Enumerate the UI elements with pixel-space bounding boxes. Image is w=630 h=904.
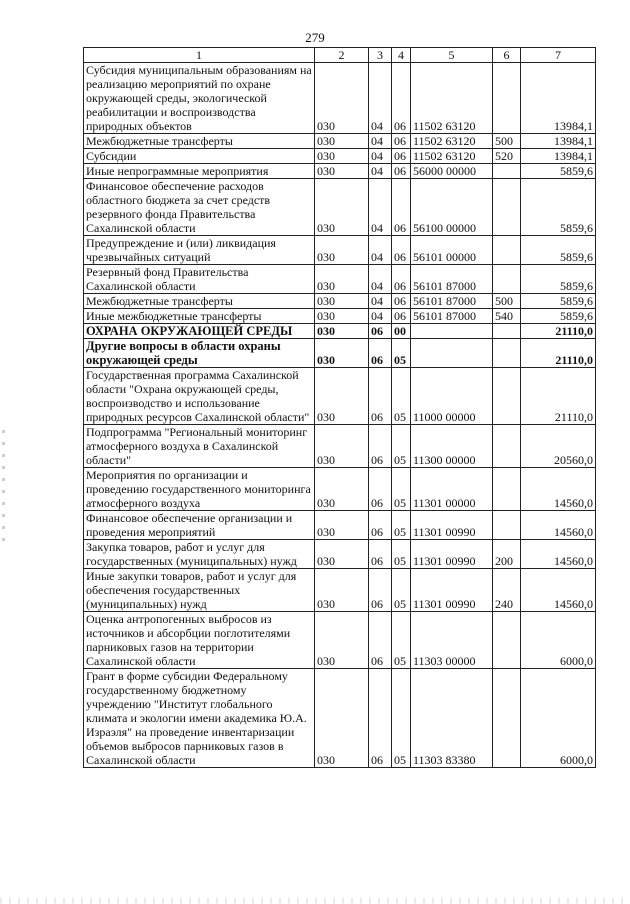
row-code-expense <box>493 164 521 179</box>
row-name: Межбюджетные трансферты <box>84 134 315 149</box>
row-code-target: 56101 87000 <box>411 265 493 294</box>
table-row <box>84 236 596 265</box>
row-code-subsection: 05 <box>392 511 411 540</box>
table-row <box>84 468 596 511</box>
column-header: 5 <box>411 48 493 63</box>
row-code-expense <box>493 511 521 540</box>
row-code-expense: 500 <box>493 134 521 149</box>
row-code-expense: 500 <box>493 294 521 309</box>
row-code-ministry: 030 <box>315 179 369 236</box>
table-row <box>84 511 596 540</box>
table-row <box>84 164 596 179</box>
table-row <box>84 669 596 768</box>
row-code-section: 06 <box>369 612 392 669</box>
row-code-expense <box>493 179 521 236</box>
table-row <box>84 339 596 368</box>
column-header: 3 <box>369 48 392 63</box>
table-row <box>84 134 596 149</box>
row-code-target: 11502 63120 <box>411 134 493 149</box>
row-amount: 5859,6 <box>521 309 596 324</box>
row-name: Субсидия муниципальным образованиям на реализацию мероприятий по охране окружающей среды, экологической реабилитации и воспроизводства природных объектов <box>84 63 315 134</box>
row-amount: 5859,6 <box>521 236 596 265</box>
row-code-expense <box>493 265 521 294</box>
row-name: Закупка товаров, работ и услуг для государственных (муниципальных) нужд <box>84 540 315 569</box>
row-amount: 6000,0 <box>521 669 596 768</box>
row-code-section: 04 <box>369 179 392 236</box>
row-code-ministry: 030 <box>315 164 369 179</box>
row-name: Резервный фонд Правительства Сахалинской области <box>84 265 315 294</box>
row-code-ministry: 030 <box>315 63 369 134</box>
table-row <box>84 569 596 612</box>
row-name: Предупреждение и (или) ликвидация чрезвычайных ситуаций <box>84 236 315 265</box>
row-code-subsection: 05 <box>392 468 411 511</box>
row-code-ministry: 030 <box>315 511 369 540</box>
row-code-target: 11303 83380 <box>411 669 493 768</box>
row-code-section: 04 <box>369 63 392 134</box>
row-amount: 14560,0 <box>521 511 596 540</box>
row-code-section: 04 <box>369 236 392 265</box>
column-header: 2 <box>315 48 369 63</box>
row-amount: 21110,0 <box>521 324 596 339</box>
row-code-section: 06 <box>369 511 392 540</box>
row-code-subsection: 06 <box>392 164 411 179</box>
row-code-expense <box>493 468 521 511</box>
scan-bottom-edge <box>0 898 630 904</box>
row-code-subsection: 05 <box>392 339 411 368</box>
row-code-section: 04 <box>369 149 392 164</box>
table-row <box>84 612 596 669</box>
table-row <box>84 368 596 425</box>
row-name: Субсидии <box>84 149 315 164</box>
row-code-subsection: 06 <box>392 149 411 164</box>
row-name: Государственная программа Сахалинской области "Охрана окружающей среды, воспроизводство и использование природных ресурсов Сахалинской области" <box>84 368 315 425</box>
row-code-expense: 540 <box>493 309 521 324</box>
column-header: 7 <box>521 48 596 63</box>
row-code-section: 06 <box>369 669 392 768</box>
row-code-target: 56100 00000 <box>411 179 493 236</box>
row-code-target: 11301 00990 <box>411 511 493 540</box>
row-code-target: 11000 00000 <box>411 368 493 425</box>
row-code-ministry: 030 <box>315 236 369 265</box>
row-code-expense <box>493 669 521 768</box>
row-code-subsection: 06 <box>392 134 411 149</box>
row-code-target <box>411 339 493 368</box>
row-amount: 21110,0 <box>521 368 596 425</box>
row-code-ministry: 030 <box>315 540 369 569</box>
table-row <box>84 294 596 309</box>
row-code-section: 06 <box>369 324 392 339</box>
row-code-expense <box>493 63 521 134</box>
row-name: Иные межбюджетные трансферты <box>84 309 315 324</box>
row-code-section: 06 <box>369 339 392 368</box>
table-row <box>84 425 596 468</box>
column-header: 4 <box>392 48 411 63</box>
row-code-ministry: 030 <box>315 149 369 164</box>
row-code-section: 06 <box>369 569 392 612</box>
row-code-subsection: 06 <box>392 309 411 324</box>
row-code-ministry: 030 <box>315 309 369 324</box>
row-name: Финансовое обеспечение организации и проведения мероприятий <box>84 511 315 540</box>
row-code-section: 06 <box>369 540 392 569</box>
row-amount: 14560,0 <box>521 569 596 612</box>
row-code-subsection: 05 <box>392 569 411 612</box>
row-code-ministry: 030 <box>315 265 369 294</box>
row-code-ministry: 030 <box>315 339 369 368</box>
row-code-target: 11301 00990 <box>411 569 493 612</box>
row-code-subsection: 05 <box>392 425 411 468</box>
row-name: Финансовое обеспечение расходов областного бюджета за счет средств резервного фонда Правительства Сахалинской области <box>84 179 315 236</box>
row-code-section: 04 <box>369 294 392 309</box>
row-code-target: 11502 63120 <box>411 149 493 164</box>
row-code-ministry: 030 <box>315 569 369 612</box>
row-code-section: 04 <box>369 309 392 324</box>
column-header: 6 <box>493 48 521 63</box>
row-name: Другие вопросы в области охраны окружающей среды <box>84 339 315 368</box>
row-code-section: 06 <box>369 468 392 511</box>
row-amount: 20560,0 <box>521 425 596 468</box>
row-code-target <box>411 324 493 339</box>
row-code-ministry: 030 <box>315 612 369 669</box>
budget-table <box>83 47 596 768</box>
table-row <box>84 324 596 339</box>
row-code-section: 06 <box>369 368 392 425</box>
row-code-subsection: 06 <box>392 236 411 265</box>
table-row <box>84 309 596 324</box>
row-code-expense <box>493 425 521 468</box>
row-amount: 14560,0 <box>521 540 596 569</box>
row-code-expense: 240 <box>493 569 521 612</box>
column-header: 1 <box>84 48 315 63</box>
row-code-expense <box>493 368 521 425</box>
scan-margin-marks <box>2 430 5 550</box>
row-amount: 5859,6 <box>521 179 596 236</box>
row-name: ОХРАНА ОКРУЖАЮЩЕЙ СРЕДЫ <box>84 324 315 339</box>
row-code-expense: 520 <box>493 149 521 164</box>
row-amount: 13984,1 <box>521 149 596 164</box>
row-code-target: 11303 00000 <box>411 612 493 669</box>
row-code-subsection: 05 <box>392 540 411 569</box>
row-amount: 14560,0 <box>521 468 596 511</box>
row-code-target: 11301 00000 <box>411 468 493 511</box>
page-number: 279 <box>305 30 325 45</box>
row-code-target: 56101 87000 <box>411 309 493 324</box>
row-code-target: 56101 00000 <box>411 236 493 265</box>
row-code-subsection: 06 <box>392 294 411 309</box>
row-amount: 6000,0 <box>521 612 596 669</box>
row-code-section: 04 <box>369 265 392 294</box>
row-code-expense: 200 <box>493 540 521 569</box>
row-name: Оценка антропогенных выбросов из источников и абсорбции поглотителями парниковых газов на территории Сахалинской области <box>84 612 315 669</box>
table-row <box>84 265 596 294</box>
row-code-subsection: 06 <box>392 179 411 236</box>
row-code-ministry: 030 <box>315 669 369 768</box>
row-amount: 13984,1 <box>521 63 596 134</box>
row-code-subsection: 05 <box>392 669 411 768</box>
row-code-expense <box>493 324 521 339</box>
row-code-subsection: 06 <box>392 63 411 134</box>
row-code-target: 11301 00990 <box>411 540 493 569</box>
row-code-ministry: 030 <box>315 324 369 339</box>
table-row <box>84 63 596 134</box>
row-code-expense <box>493 339 521 368</box>
row-code-ministry: 030 <box>315 468 369 511</box>
row-code-target: 11502 63120 <box>411 63 493 134</box>
row-code-target: 11300 00000 <box>411 425 493 468</box>
row-code-ministry: 030 <box>315 294 369 309</box>
row-code-expense <box>493 236 521 265</box>
row-name: Иные закупки товаров, работ и услуг для обеспечения государственных (муниципальных) нужд <box>84 569 315 612</box>
row-amount: 21110,0 <box>521 339 596 368</box>
row-code-expense <box>493 612 521 669</box>
row-code-section: 04 <box>369 134 392 149</box>
table-row <box>84 540 596 569</box>
row-code-ministry: 030 <box>315 134 369 149</box>
row-code-ministry: 030 <box>315 368 369 425</box>
row-code-ministry: 030 <box>315 425 369 468</box>
row-amount: 5859,6 <box>521 164 596 179</box>
row-code-section: 04 <box>369 164 392 179</box>
row-name: Мероприятия по организации и проведению государственного мониторинга атмосферного воздуха <box>84 468 315 511</box>
row-code-subsection: 05 <box>392 612 411 669</box>
row-code-subsection: 06 <box>392 265 411 294</box>
row-code-target: 56101 87000 <box>411 294 493 309</box>
row-name: Грант в форме субсидии Федеральному государственному бюджетному учреждению "Институт глобального климата и экологии имени академика Ю.А. Израэля" на проведение инвентаризации объемов выбросов парниковых газов в Сахалинской области <box>84 669 315 768</box>
table-header-row <box>84 48 596 63</box>
row-name: Подпрограмма "Региональный мониторинг атмосферного воздуха в Сахалинской области" <box>84 425 315 468</box>
row-name: Межбюджетные трансферты <box>84 294 315 309</box>
row-amount: 5859,6 <box>521 294 596 309</box>
row-amount: 5859,6 <box>521 265 596 294</box>
row-code-subsection: 05 <box>392 368 411 425</box>
row-code-target: 56000 00000 <box>411 164 493 179</box>
table-row <box>84 149 596 164</box>
table-row <box>84 179 596 236</box>
row-name: Иные непрограммные мероприятия <box>84 164 315 179</box>
row-code-section: 06 <box>369 425 392 468</box>
row-amount: 13984,1 <box>521 134 596 149</box>
row-code-subsection: 00 <box>392 324 411 339</box>
